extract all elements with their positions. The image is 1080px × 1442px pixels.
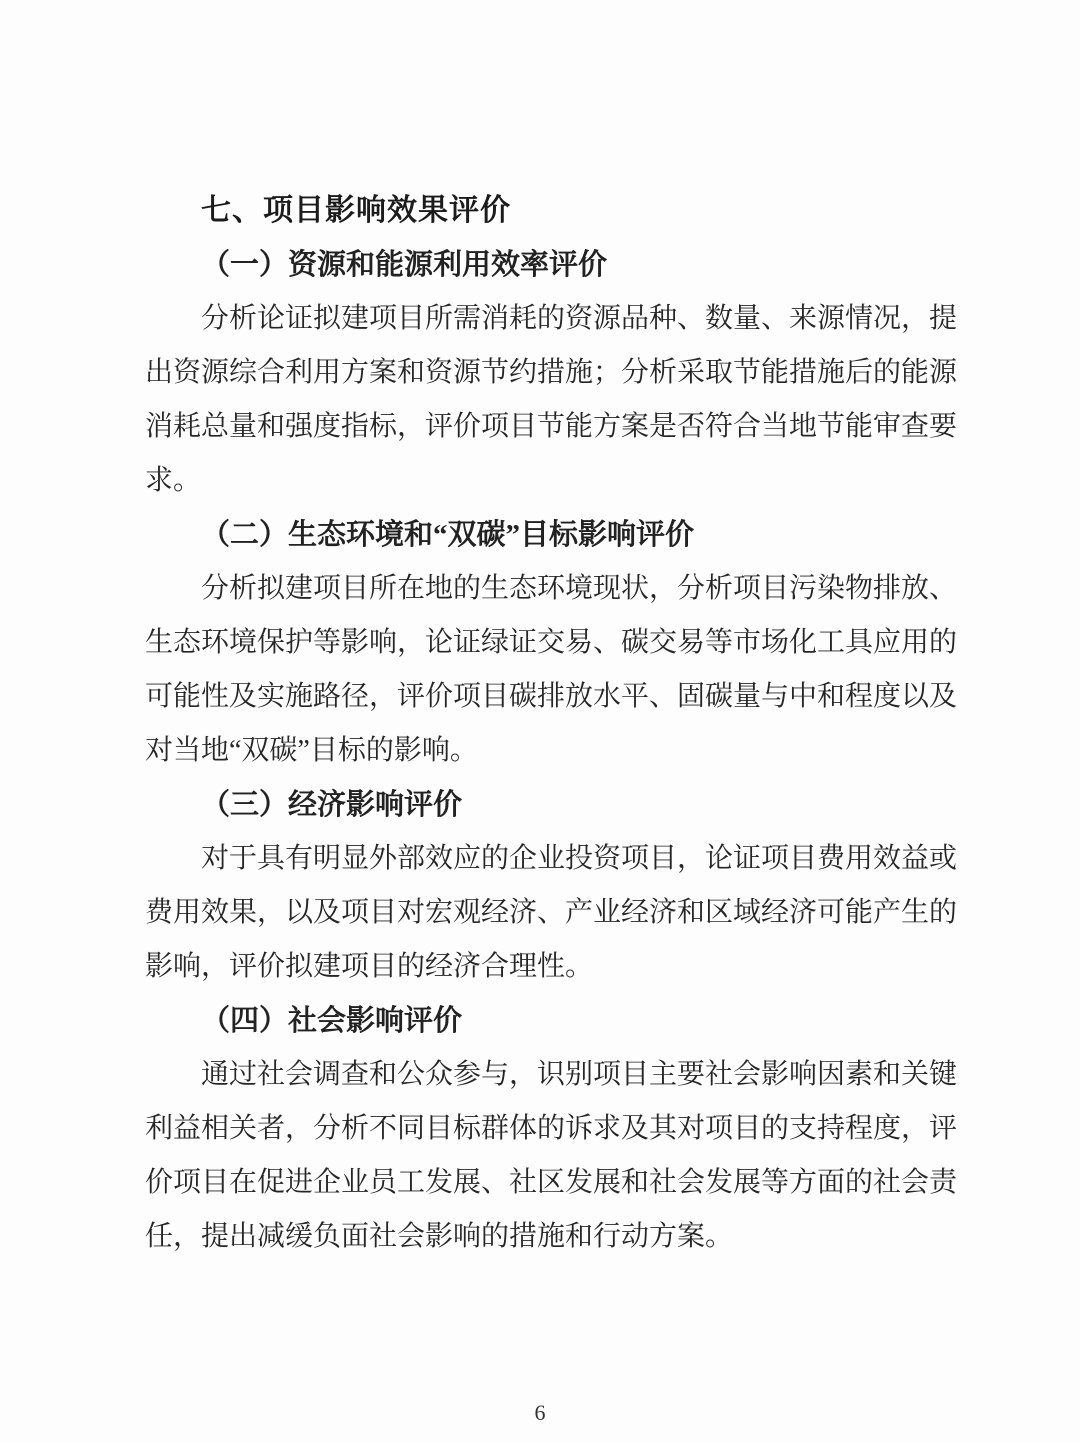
subsection-body-2: 分析拟建项目所在地的生态环境现状，分析项目污染物排放、生态环境保护等影响，论证绿证交易、碳交易等市场化工具应用的可能性及实施路径，评价项目碳排放水平、固碳量与中和程度以及对当地“双碳”目标的影响。 <box>145 573 958 766</box>
page-number: 6 <box>534 1400 546 1425</box>
subsection-title-3: （三）经济影响评价 <box>201 789 463 821</box>
subsection-body-4: 通过社会调查和公众参与，识别项目主要社会影响因素和关键利益相关者，分析不同目标群体的诉求及其对项目的支持程度，评价项目在促进企业员工发展、社区发展和社会发展等方面的社会责任，提出减缓负面社会影响的措施和行动方案。 <box>145 1059 958 1252</box>
subsection-title-1: （一）资源和能源利用效率评价 <box>201 249 608 281</box>
subsection-title-4: （四）社会影响评价 <box>201 1005 463 1037</box>
document-content <box>145 184 957 1264</box>
chapter-heading: 七、项目影响效果评价 <box>201 194 511 227</box>
subsection-body-1: 分析论证拟建项目所需消耗的资源品种、数量、来源情况，提出资源综合利用方案和资源节约措施；分析采取节能措施后的能源消耗总量和强度指标，评价项目节能方案是否符合当地节能审查要求。 <box>145 303 958 496</box>
subsection-body-3: 对于具有明显外部效应的企业投资项目，论证项目费用效益或费用效果，以及项目对宏观经济、产业经济和区域经济可能产生的影响，评价拟建项目的经济合理性。 <box>145 843 958 982</box>
subsection-title-2: （二）生态环境和“双碳”目标影响评价 <box>201 519 695 551</box>
